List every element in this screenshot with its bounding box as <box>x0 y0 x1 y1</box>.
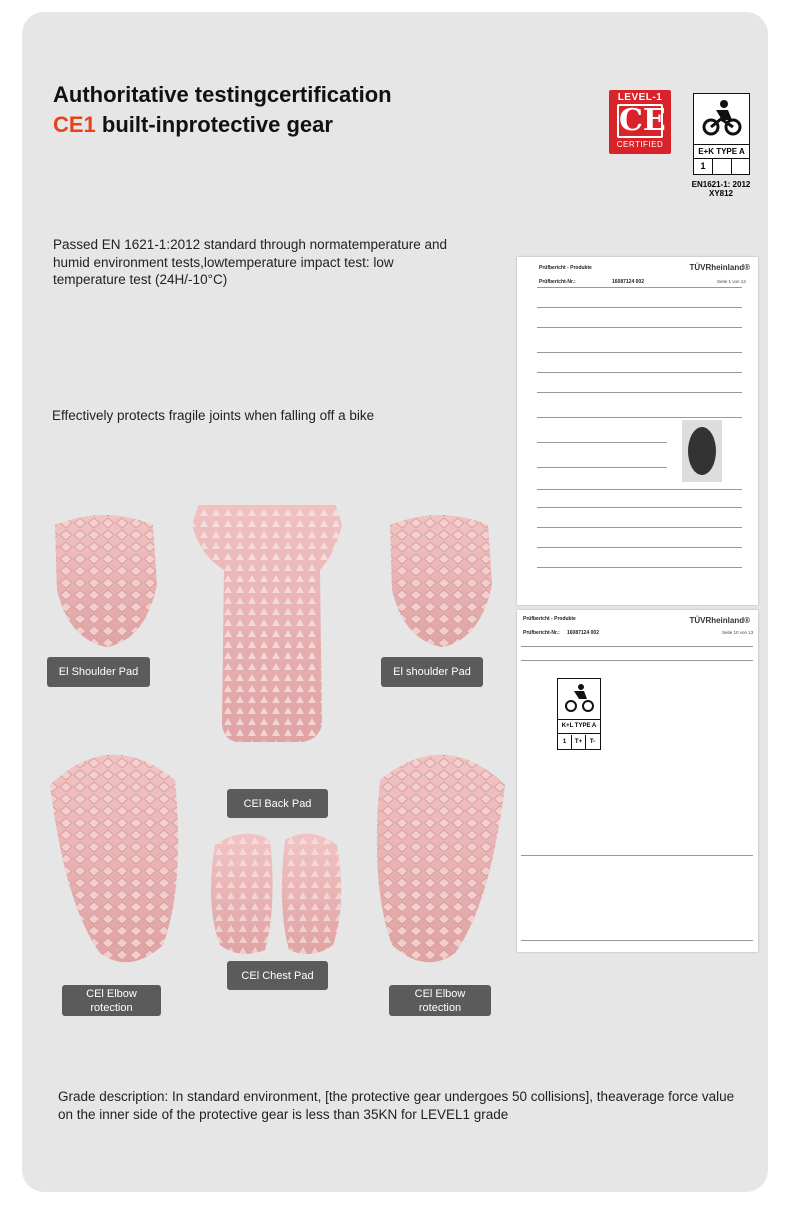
doc1-page: Seite 1 von 13 <box>717 279 746 284</box>
doc1-report-no-label: Prüfbericht-Nr.: <box>539 279 576 285</box>
chest-pads <box>211 834 341 954</box>
joint-protection-text: Effectively protects fragile joints when falling off a bike <box>52 408 375 423</box>
title-line-2 <box>53 112 333 138</box>
doc2-cell-2: T+ <box>572 735 586 749</box>
motorcycle-icon <box>694 94 749 145</box>
label-back: CEl Back Pad <box>227 789 328 818</box>
test-report-page-1 <box>517 257 758 605</box>
ce-certified-text: CERTIFIED <box>616 140 664 149</box>
label-elbow-left: CEl Elbow rotection <box>62 985 161 1016</box>
doc2-marking-cells <box>558 735 600 749</box>
certification-description: Passed EN 1621-1:2012 standard through normatemperature and humid environment tests,lowtemperature impact test: low temperature test (24H/-10°C) <box>53 237 448 287</box>
label-chest: CEl Chest Pad <box>227 961 328 990</box>
doc2-cell-1: 1 <box>558 735 572 749</box>
ek-standard <box>689 180 753 198</box>
doc1-pad-photo <box>682 420 722 482</box>
doc2-report-no-label: Prüfbericht-Nr.: <box>523 630 560 636</box>
label-elbow-right: CEl Elbow rotection <box>389 985 491 1016</box>
elbow-pad-right <box>377 755 505 963</box>
ce-level-badge <box>609 90 671 154</box>
doc2-marking-box <box>557 678 601 750</box>
doc1-report-no: 16087124 002 <box>612 279 644 285</box>
label-shoulder-right: El shoulder Pad <box>381 657 483 687</box>
ek-type-badge <box>691 93 751 198</box>
doc2-brand: TÜVRheinland® <box>689 616 750 625</box>
doc2-report-no: 16087124 002 <box>567 630 599 636</box>
title-rest: built-inprotective gear <box>95 112 333 137</box>
ek-standard-text: EN1621-1: 2012 <box>691 180 751 189</box>
doc1-brand: TÜVRheinland® <box>689 263 750 272</box>
ek-code-text: XY812 <box>708 189 734 198</box>
doc2-motorcycle-icon <box>558 679 600 719</box>
title-line-1: Authoritative testingcertification <box>53 82 392 107</box>
grade-description: Grade description: In standard environment, [the protective gear undergoes 50 collisions], theaverage force value on the inner side of the protective gear is less than 35KN for LEVEL1 grade <box>58 1089 735 1122</box>
ek-cells <box>694 159 749 174</box>
title-accent: CE1 <box>53 112 96 137</box>
ce-level-text: LEVEL-1 <box>617 92 663 103</box>
doc1-report-label: Prüfbericht - Produkte <box>539 265 592 271</box>
back-pad <box>192 505 342 742</box>
ek-frame <box>693 93 750 175</box>
test-report-page-10 <box>517 610 758 952</box>
protective-pads-illustration <box>45 505 515 1025</box>
doc2-cell-3: T- <box>589 739 596 745</box>
doc2-report-label: Prüfbericht - Produkte <box>523 616 576 622</box>
doc2-marking-type: K+L TYPE A <box>558 719 600 734</box>
shoulder-pad-right <box>390 515 492 647</box>
doc2-page: Seite 10 von 13 <box>722 630 754 635</box>
ek-cell-1: 1 <box>694 159 713 174</box>
ek-cell-2 <box>713 159 732 174</box>
shoulder-pad-left <box>55 515 157 647</box>
elbow-pad-left <box>50 755 178 963</box>
ce-mark: CE <box>619 103 666 138</box>
ek-type-text: E+K TYPE A <box>694 145 749 159</box>
label-shoulder-left: El Shoulder Pad <box>47 657 150 687</box>
